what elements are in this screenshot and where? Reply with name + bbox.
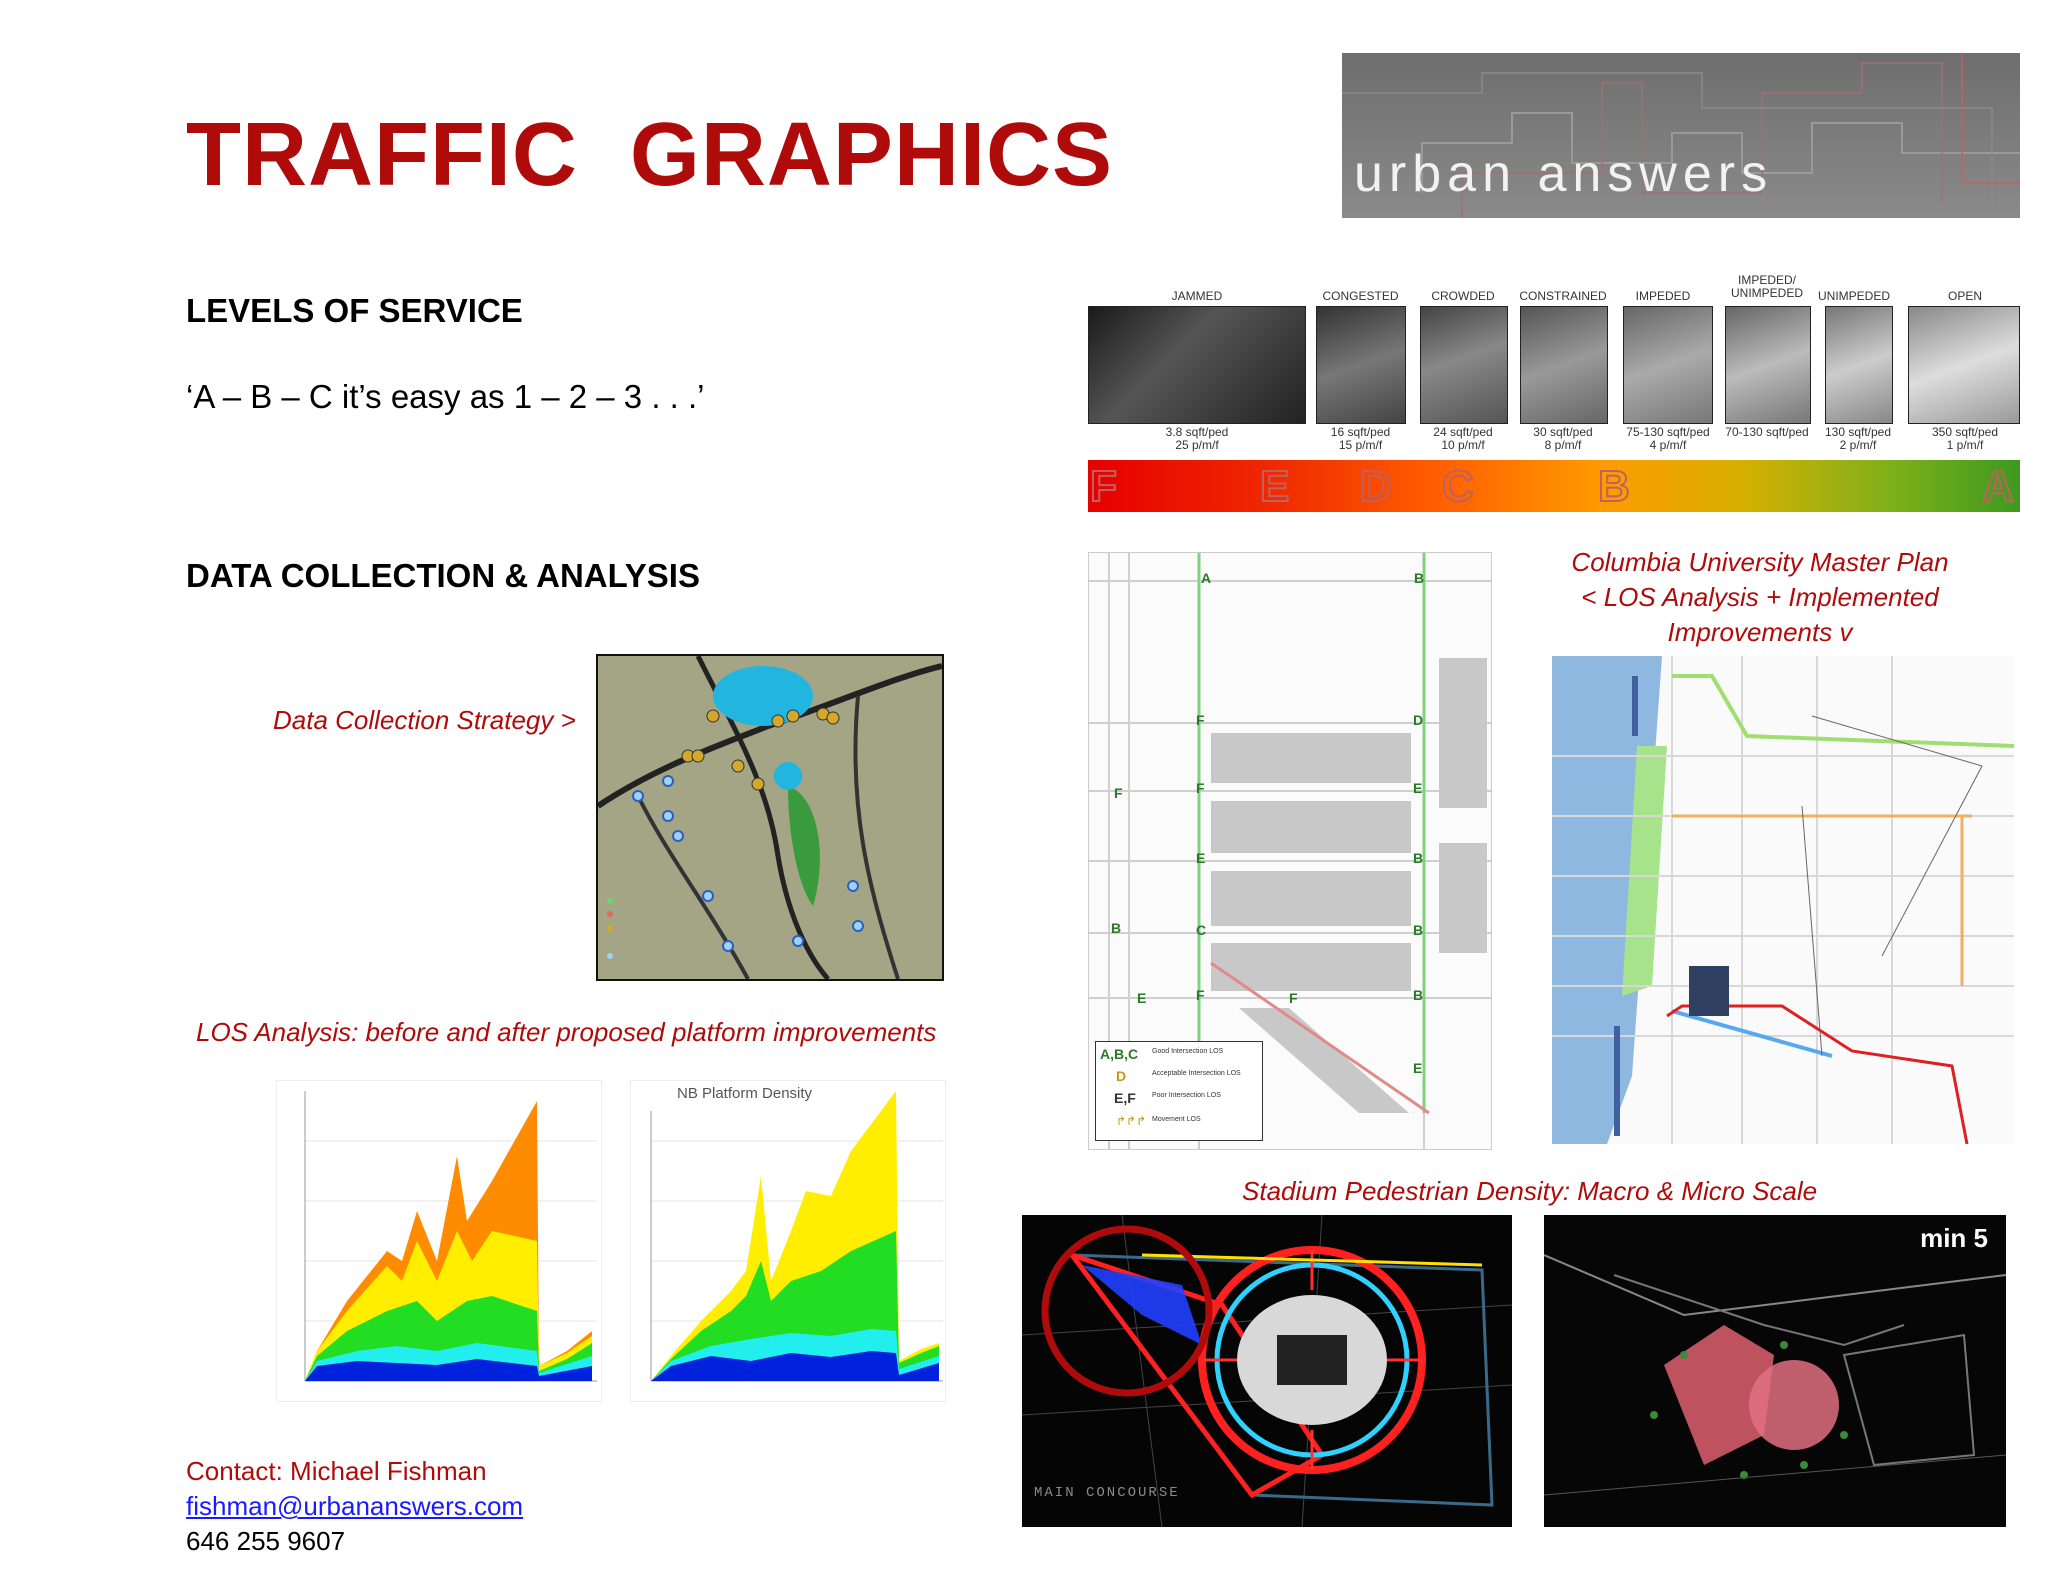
logo-text: urban answers bbox=[1354, 145, 1774, 203]
grade-c: C bbox=[1442, 462, 1474, 511]
los-grade-bar bbox=[1088, 460, 2020, 512]
los-photo-unimpeded bbox=[1825, 306, 1893, 424]
los-metric-open: 350 sqft/ped 1 p/m/f bbox=[1931, 425, 1999, 452]
svg-text:B: B bbox=[1413, 850, 1424, 866]
los-label-impeded: IMPEDED bbox=[1635, 289, 1691, 303]
los-metric-impeded: 75-130 sqft/ped 4 p/m/f bbox=[1626, 425, 1710, 452]
svg-text:E: E bbox=[1413, 1060, 1423, 1076]
stadium-macro-graphic bbox=[1022, 1215, 1512, 1527]
stadium-micro-density-map bbox=[1544, 1215, 2006, 1527]
grade-b: B bbox=[1598, 462, 1630, 511]
grade-e: E bbox=[1260, 462, 1290, 511]
svg-text:B: B bbox=[1414, 570, 1425, 586]
los-label-unimpeded: UNIMPEDED bbox=[1817, 289, 1890, 303]
los-label-constrained: CONSTRAINED bbox=[1519, 289, 1607, 303]
columbia-caption bbox=[1506, 545, 2014, 650]
svg-text:A: A bbox=[1201, 570, 1212, 586]
stadium-caption: Stadium Pedestrian Density: Macro & Micro Scale bbox=[1242, 1176, 1818, 1206]
data-collection-aerial-map bbox=[596, 654, 944, 981]
grade-f: F bbox=[1090, 462, 1117, 511]
legend-text-movement: Movement LOS bbox=[1152, 1116, 1201, 1123]
svg-text:D: D bbox=[1413, 712, 1424, 728]
data-collection-heading: DATA COLLECTION & ANALYSIS bbox=[186, 557, 700, 594]
los-metric-jammed: 3.8 sqft/ped 25 p/m/f bbox=[1165, 425, 1229, 452]
urban-answers-logo bbox=[1342, 53, 2020, 218]
los-photo-open bbox=[1908, 306, 2020, 424]
los-label-jammed: JAMMED bbox=[1171, 289, 1223, 303]
aerial-map-graphic bbox=[598, 656, 942, 979]
legend-code-d: D bbox=[1116, 1068, 1127, 1084]
svg-text:B: B bbox=[1111, 920, 1122, 936]
time-step-label: min 5 bbox=[1920, 1223, 1988, 1253]
los-photo-constrained bbox=[1520, 306, 1608, 424]
los-metric-impeded-unimpeded: 70-130 sqft/ped bbox=[1725, 425, 1809, 439]
legend-code-ef: E,F bbox=[1114, 1090, 1136, 1106]
grade-a: A bbox=[1982, 462, 2014, 511]
legend-text-acceptable: Acceptable Intersection LOS bbox=[1152, 1070, 1241, 1077]
stadium-macro-density-map bbox=[1022, 1215, 1512, 1527]
los-photo-scale bbox=[1088, 270, 2020, 460]
columbia-caption-line1: Columbia University Master Plan bbox=[1571, 547, 1949, 577]
contact-name: Contact: Michael Fishman bbox=[186, 1456, 487, 1486]
density-chart-after-graphic bbox=[631, 1081, 947, 1403]
intersection-los-map bbox=[1088, 552, 1492, 1150]
legend-code-abc: A,B,C bbox=[1100, 1046, 1139, 1062]
svg-text:E: E bbox=[1413, 780, 1423, 796]
los-photo-impeded bbox=[1623, 306, 1713, 424]
los-metric-unimpeded: 130 sqft/ped 2 p/m/f bbox=[1824, 425, 1892, 452]
contact-email-link[interactable]: fishman@urbananswers.com bbox=[186, 1491, 524, 1521]
density-chart-before-graphic bbox=[277, 1081, 603, 1403]
legend-movement-icon: ↱↱↱ bbox=[1116, 1114, 1147, 1128]
svg-text:E: E bbox=[1196, 850, 1206, 866]
legend-text-poor: Poor Intersection LOS bbox=[1152, 1092, 1221, 1099]
los-tagline: ‘A – B – C it’s easy as 1 – 2 – 3 . . .’ bbox=[186, 378, 705, 415]
columbia-map-graphic bbox=[1552, 656, 2014, 1144]
svg-text:F: F bbox=[1289, 990, 1298, 1006]
los-label-congested: CONGESTED bbox=[1322, 289, 1399, 303]
columbia-caption-line2: < LOS Analysis + Implemented bbox=[1581, 582, 1939, 612]
platform-density-chart-before bbox=[276, 1080, 602, 1402]
intersection-map-legend bbox=[1095, 1041, 1263, 1141]
svg-text:F: F bbox=[1196, 987, 1205, 1003]
los-metric-congested: 16 sqft/ped 15 p/m/f bbox=[1330, 425, 1391, 452]
contact-phone: 646 255 9607 bbox=[186, 1526, 346, 1556]
svg-text:E: E bbox=[1137, 990, 1147, 1006]
density-chart-after-title: NB Platform Density bbox=[677, 1085, 813, 1102]
los-label-impeded-unimpeded: IMPEDED/ UNIMPEDED bbox=[1730, 273, 1803, 300]
legend-text-good: Good Intersection LOS bbox=[1152, 1048, 1224, 1055]
data-collection-strategy-caption: Data Collection Strategy > bbox=[273, 705, 576, 735]
columbia-caption-line3: Improvements v bbox=[1667, 617, 1853, 647]
grade-d: D bbox=[1360, 462, 1392, 511]
svg-text:F: F bbox=[1196, 780, 1205, 796]
los-label-open: OPEN bbox=[1947, 289, 1982, 303]
los-photo-crowded bbox=[1420, 306, 1508, 424]
los-photo-jammed bbox=[1088, 306, 1306, 424]
los-metric-crowded: 24 sqft/ped 10 p/m/f bbox=[1433, 425, 1493, 452]
svg-text:B: B bbox=[1413, 922, 1424, 938]
los-label-crowded: CROWDED bbox=[1431, 289, 1495, 303]
svg-text:F: F bbox=[1196, 712, 1205, 728]
los-metric-constrained: 30 sqft/ped 8 p/m/f bbox=[1533, 425, 1593, 452]
platform-density-chart-after bbox=[630, 1080, 946, 1402]
svg-text:C: C bbox=[1196, 922, 1207, 938]
main-concourse-label: MAIN CONCOURSE bbox=[1034, 1485, 1180, 1501]
svg-text:F: F bbox=[1114, 785, 1123, 801]
levels-of-service-heading: LEVELS OF SERVICE bbox=[186, 292, 523, 329]
los-photo-impeded-unimpeded bbox=[1725, 306, 1811, 424]
los-analysis-caption: LOS Analysis: before and after proposed platform improvements bbox=[196, 1017, 937, 1047]
page-title: TRAFFIC GRAPHICS bbox=[186, 105, 1113, 205]
svg-text:B: B bbox=[1413, 987, 1424, 1003]
columbia-improvements-map bbox=[1552, 656, 2014, 1144]
los-photo-congested bbox=[1316, 306, 1406, 424]
stadium-micro-graphic bbox=[1544, 1215, 2006, 1527]
